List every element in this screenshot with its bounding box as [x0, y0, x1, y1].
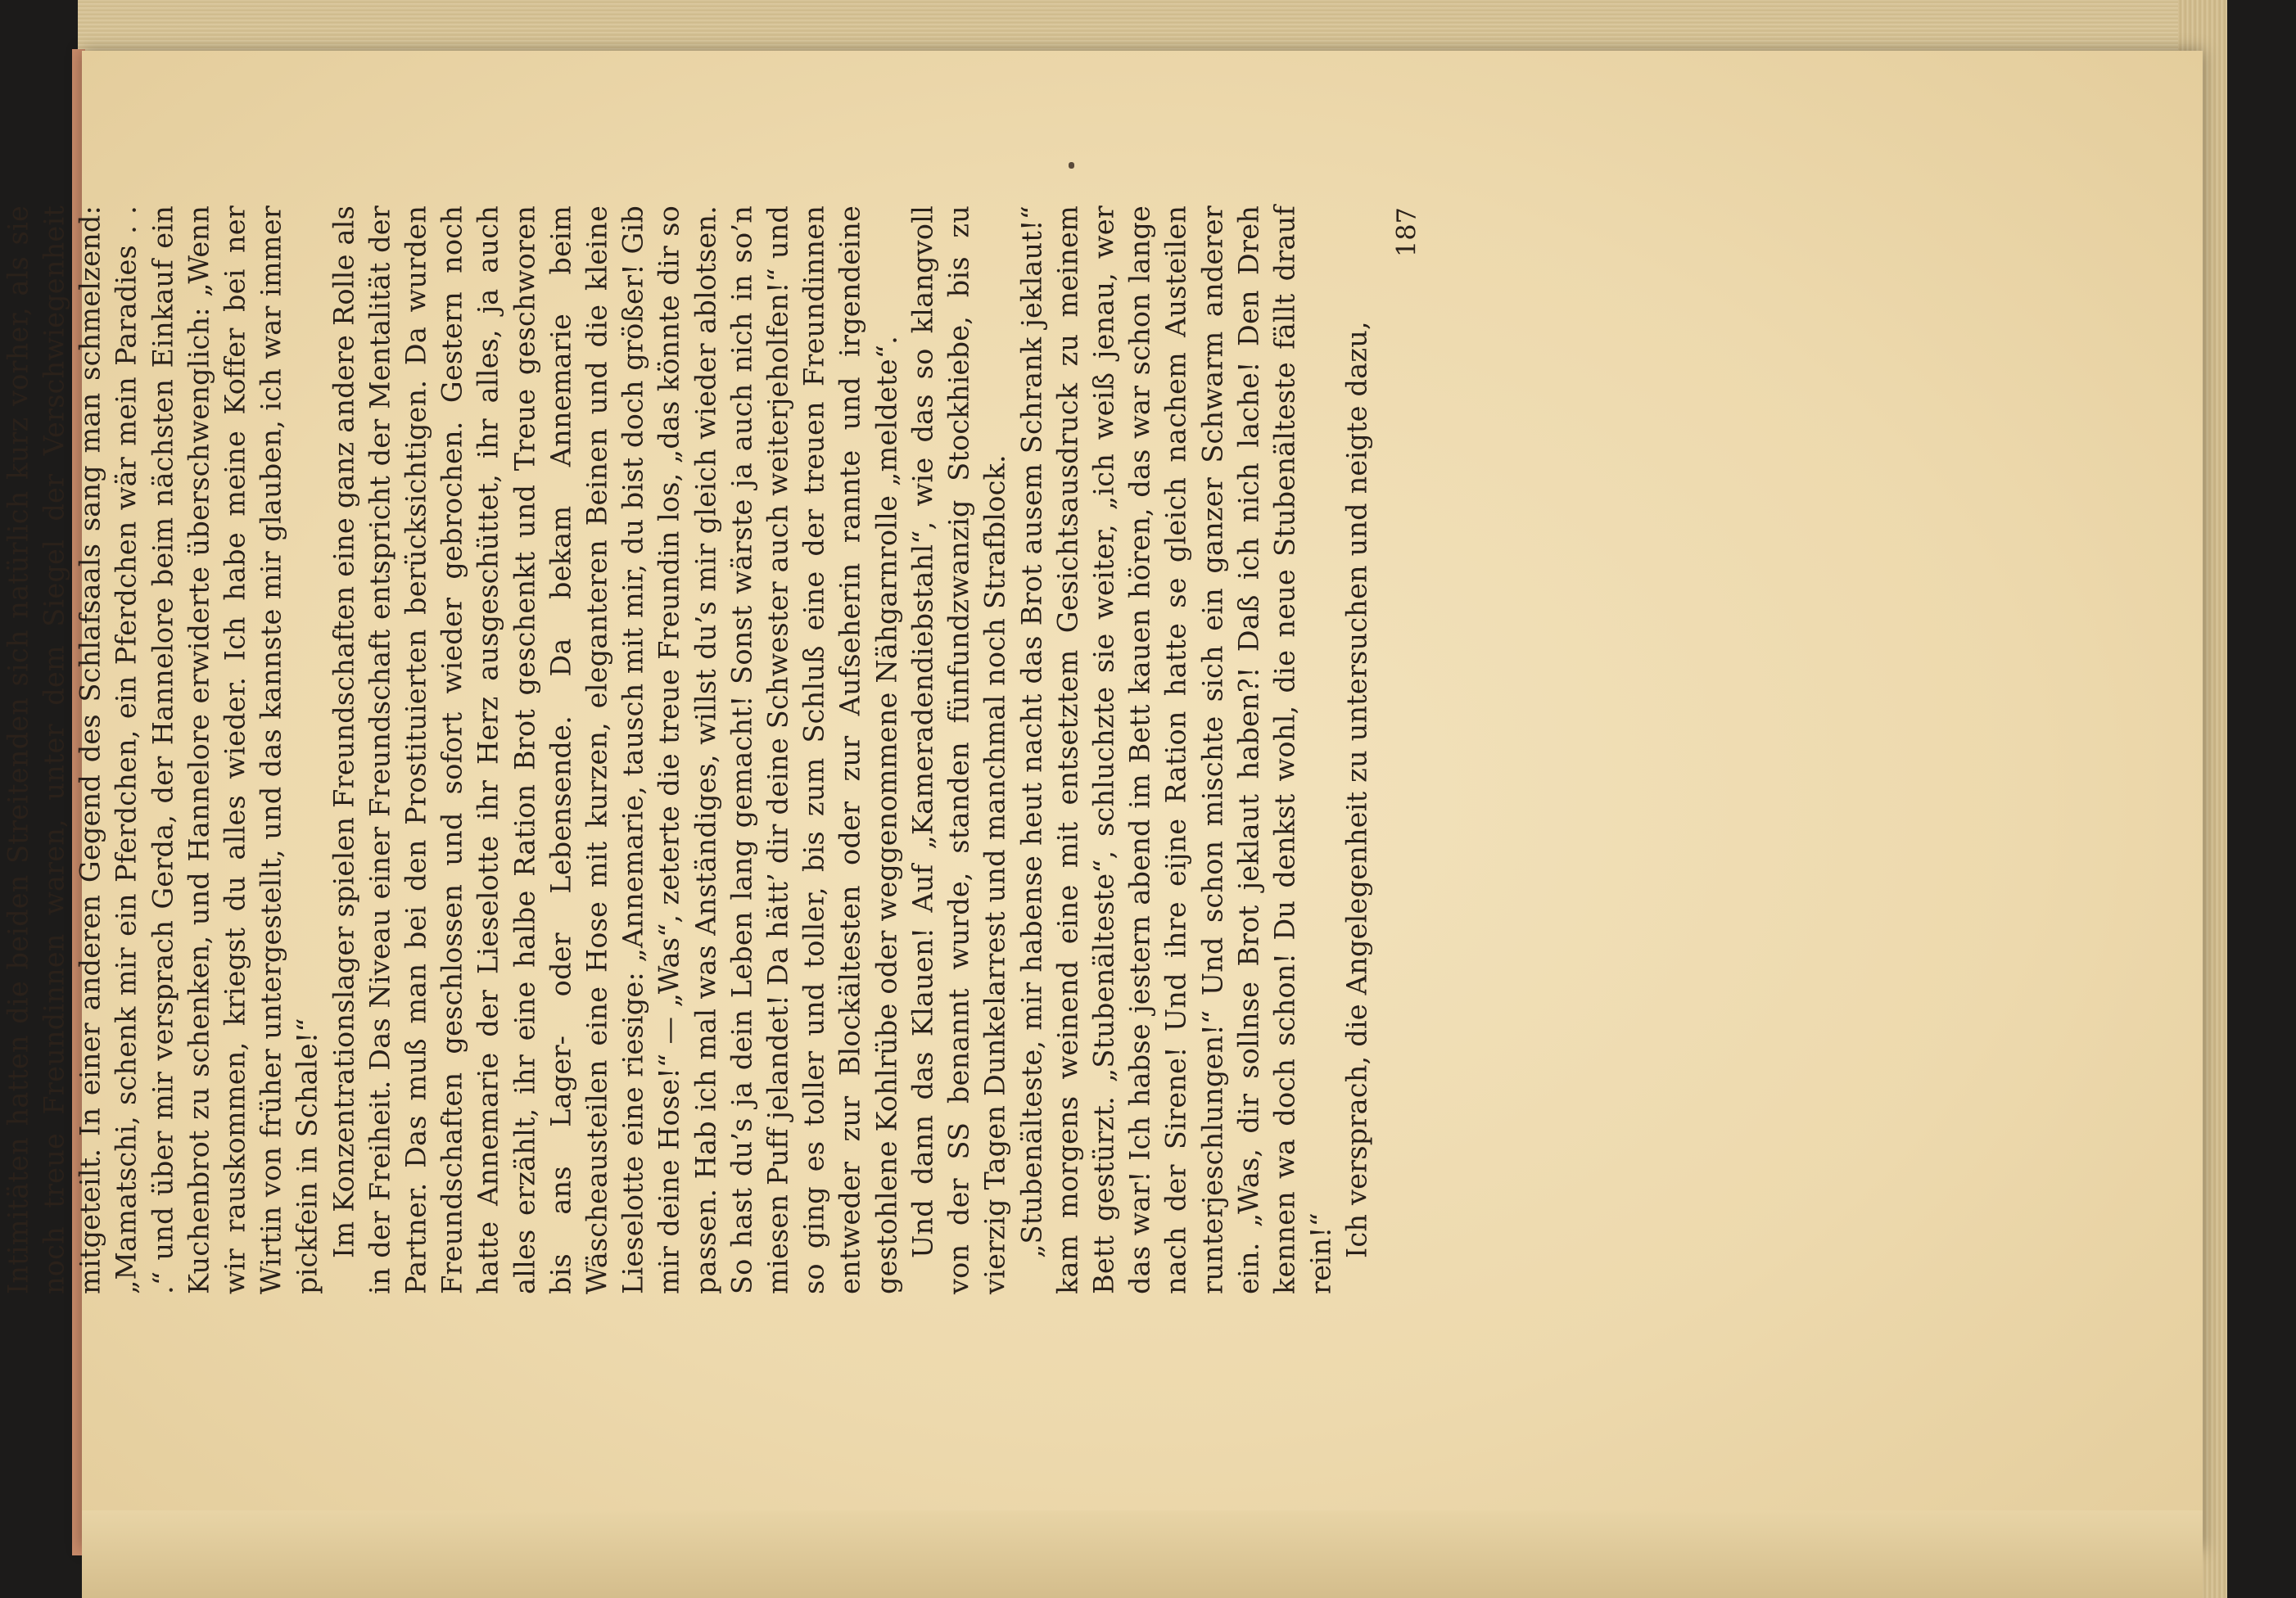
- page-number: 187: [1390, 207, 1422, 258]
- paragraph-2: Im Konzentrationslager spielen Freundschaften eine ganz andere Rolle als in der Freiheit. Das Niveau einer Freundschaft entspricht der Mentalität der Partner. Das muß man bei den Prostituierten berücksichtigen. Da wurden Freundschaften geschlossen und sofort wieder gebrochen. Gestern noch hatte Annemarie der Lieselotte ihr Herz ausgeschüttet, ihr alles, ja auch alles erzählt, ihr eine halbe Ration Brot geschenkt und Treue geschworen bis ans Lager- oder Lebensende. Da bekam Annemarie beim Wäscheausteilen eine Hose mit kurzen, eleganteren Beinen und die kleine Lieselotte eine riesige: „Annemarie, tausch mit mir, du bist doch größer! Gib mir deine Hose!“ — „Was“, zeterte die treue Freundin los, „das könnte dir so passen. Hab ich mal was Anständiges, willst du’s mir gleich wieder ablotsen. So hast du’s ja dein Leben lang gemacht! Sonst wärste ja auch nich in so’n miesen Puff jelandet! Da hätt’ dir deine Schwester auch weiterjeholfen!“ und so ging es toller und toller, bis zum Schluß eine der treuen Freundinnen entweder zur Blockältesten oder zur Aufseherin rannte und irgendeine gestohlene Kohlrübe oder weggenommene Nähgarnrolle „meldete“.: [328, 205, 903, 1294]
- paragraph-4: „Stubenälteste, mir habense heut nacht das Brot ausem Schrank jeklaut!“ kam morgens weinend eine mit entsetztem Gesichtsausdruck zu meinem Bett gestürzt. „Stubenälteste“, schluchzte sie weiter, „ich weiß jenau, wer das war! Ich habse jestern abend im Bett kauen hören, das war schon lange nach der Sirene! Und ihre eijne Ration hatte se gleich nachem Austeilen runterjeschlungen!“ Und schon mischte sich ein ganzer Schwarm anderer ein. „Was, dir sollnse Brot jeklaut haben?! Daß ich nich lache! Den Dreh kennen wa doch schon! Du denkst wohl, die neue Stubenälteste fällt drauf rein!“: [1015, 205, 1337, 1294]
- text-column: [0, 205, 1421, 1294]
- paragraph-3: Und dann das Klauen! Auf „Kameradendiebstahl“, wie das so klangvoll von der SS benannt wurde, standen fünfundzwanzig Stockhiebe, bis zu vierzig Tagen Dunkelarrest und manchmal noch Strafblock.: [906, 205, 1012, 1294]
- paper-speck: [1069, 162, 1074, 169]
- paragraph-5: Ich versprach, die Angelegenheit zu untersuchen und neigte dazu,: [1341, 321, 1374, 1258]
- paragraph-1: Intimitäten hatten die beiden Streitenden sich natürlich kurz vorher, als sie noch treue Freundinnen waren, unter dem Siegel der Verschwiegenheit mitgeteilt. In einer anderen Gegend des Schlafsaals sang man schmelzend: „Mamatschi, schenk mir ein Pferdchen, ein Pferdchen wär mein Paradies . . .“ und über mir versprach Gerda, der Hannelore beim nächsten Einkauf ein Kuchenbrot zu schenken, und Hannelore erwiderte überschwenglich: „Wenn wir rauskommen, kriegst du alles wieder. Ich habe meine Koffer bei ner Wirtin von früher untergestellt, und das kannste mir glauben, ich war immer pickfein in Schale!“: [2, 205, 324, 1294]
- book-gutter: [82, 1510, 2203, 1598]
